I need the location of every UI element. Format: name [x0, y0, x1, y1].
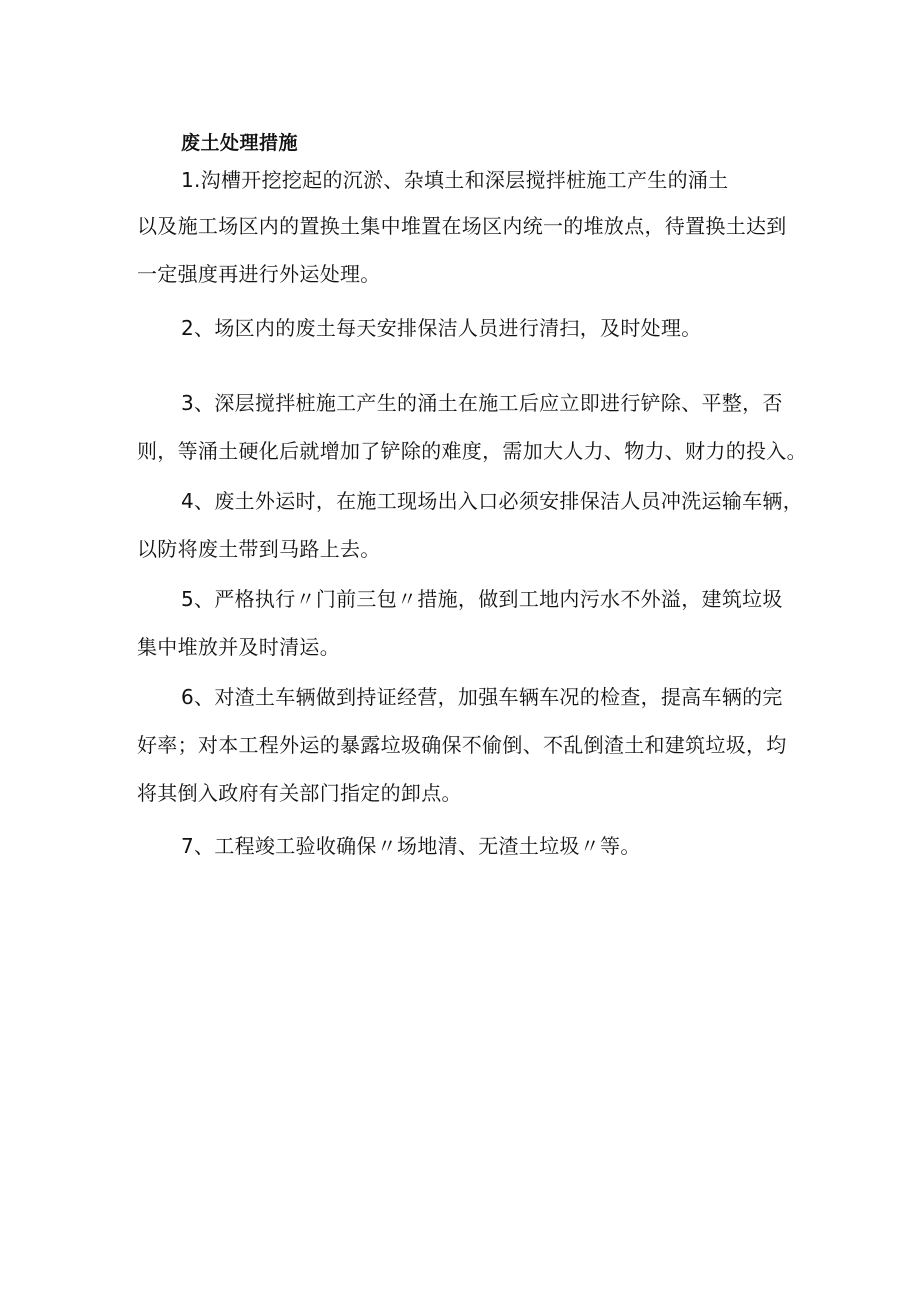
paragraph-5-line-2: 集中堆放并及时清运。 [137, 635, 340, 659]
document-title: 废土处理措施 [181, 132, 299, 154]
paragraph-7-line-1: 7、工程竣工验收确保〃场地清、无渣土垃圾〃等。 [181, 834, 641, 858]
paragraph-3-line-2: 则，等涌土硬化后就增加了铲除的难度，需加大人力、物力、财力的投入。 [137, 439, 807, 463]
paragraph-6-line-2: 好率；对本工程外运的暴露垃圾确保不偷倒、不乱倒渣土和建筑垃圾，均 [137, 733, 787, 757]
paragraph-3-line-1: 3、深层搅拌桩施工产生的涌土在施工后应立即进行铲除、平整，否 [181, 391, 783, 415]
paragraph-1-line-3: 一定强度再进行外运处理。 [137, 262, 381, 286]
paragraph-4-line-2: 以防将废土带到马路上去。 [137, 537, 381, 561]
paragraph-5-line-1: 5、严格执行〃门前三包〃措施，做到工地内污水不外溢，建筑垃圾 [181, 587, 783, 611]
paragraph-4-line-1: 4、废土外运时，在施工现场出入口必须安排保洁人员冲洗运输车辆， [181, 489, 804, 513]
paragraph-2-line-1: 2、场区内的废土每天安排保洁人员进行清扫，及时处理。 [181, 316, 702, 340]
paragraph-1-line-1: 1.沟槽开挖挖起的沉淤、杂填土和深层搅拌桩施工产生的涌土 [181, 168, 729, 192]
paragraph-1-line-2: 以及施工场区内的置换土集中堆置在场区内统一的堆放点，待置换土达到 [137, 214, 787, 238]
paragraph-6-line-1: 6、对渣土车辆做到持证经营，加强车辆车况的检查，提高车辆的完 [181, 685, 783, 709]
paragraph-6-line-3: 将其倒入政府有关部门指定的卸点。 [137, 781, 462, 805]
